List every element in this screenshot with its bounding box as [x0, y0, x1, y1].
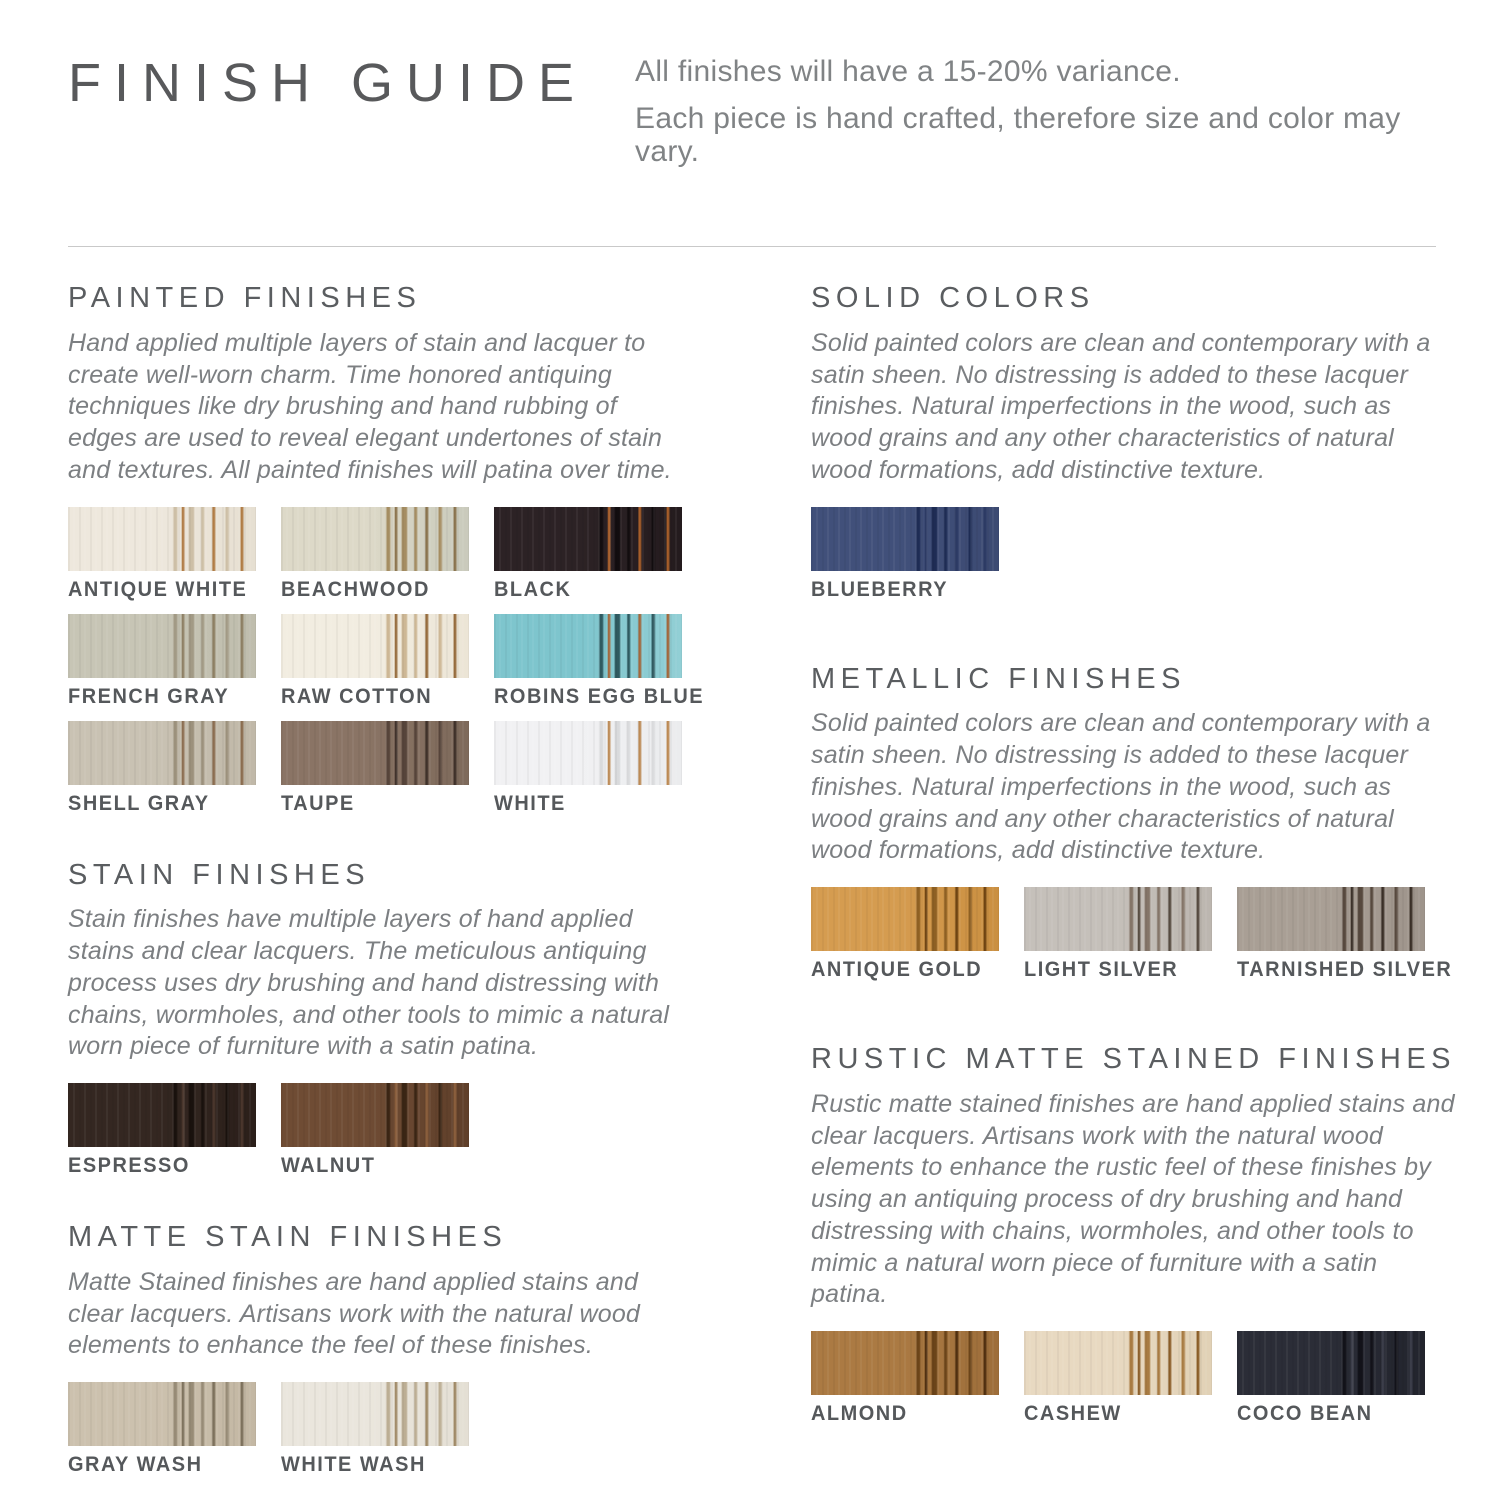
swatch-label: FRENCH GRAY	[68, 684, 230, 708]
swatch-label: BEACHWOOD	[281, 577, 430, 601]
swatch-white	[494, 721, 682, 785]
finish-white	[494, 721, 682, 814]
swatch-label: SHELL GRAY	[68, 791, 210, 815]
swatch-label: LIGHT SILVER	[1024, 958, 1179, 982]
finish-beachwood	[281, 507, 469, 600]
swatch-label: WHITE	[494, 791, 566, 815]
metallic-swatch-grid	[811, 887, 1456, 980]
finish-antique-white	[68, 507, 256, 600]
finish-almond	[811, 1331, 999, 1424]
section-painted-finishes	[68, 281, 705, 815]
swatch-label: TAUPE	[281, 791, 355, 815]
swatch-label: ESPRESSO	[68, 1154, 190, 1178]
finish-blueberry	[811, 507, 999, 600]
swatch-robins-egg-blue	[494, 614, 682, 678]
swatch-label: ALMOND	[811, 1402, 908, 1426]
finish-gray-wash	[68, 1382, 256, 1475]
section-description-metallic: Solid painted colors are clean and contemporary with a satin sheen. No distressing is added to these lacquer finishes. Natural imperfections in the wood, such as wood grains and any other characteristics of natural wood formations, add distinctive texture.	[811, 709, 1431, 865]
section-description-painted: Hand applied multiple layers of stain and lacquer to create well-worn charm. Time honored antiquing techniques like dry brushing and hand rubbing of edges are used to reveal elegant undertones of stain and textures. All painted finishes will patina over time.	[68, 328, 672, 484]
finish-black	[494, 507, 682, 600]
swatch-beachwood	[281, 507, 469, 571]
swatch-label: ANTIQUE GOLD	[811, 958, 983, 982]
section-description-rustic: Rustic matte stained finishes are hand applied stains and clear lacquers. Artisans work with the natural wood elements to enhance the rustic feel of these finishes by using an antiquing process of dry brushing and hand distressing with chains, wormholes, and other tools to mimic a natural worn piece of furniture with a satin patina.	[811, 1089, 1455, 1309]
swatch-french-gray	[68, 614, 256, 678]
swatch-tarnished-silver	[1237, 887, 1425, 951]
finish-antique-gold	[811, 887, 999, 980]
section-title-painted: PAINTED FINISHES	[68, 282, 422, 314]
header	[68, 52, 1436, 182]
finish-espresso	[68, 1083, 256, 1176]
finish-shell-gray	[68, 721, 256, 814]
section-metallic-finishes	[811, 662, 1456, 981]
swatch-gray-wash	[68, 1382, 256, 1446]
subtitle-line-1: All finishes will have a 15-20% variance.	[635, 55, 1181, 88]
finish-white-wash	[281, 1382, 469, 1475]
finish-tarnished-silver	[1237, 887, 1453, 982]
finish-raw-cotton	[281, 614, 469, 707]
section-title-solid: SOLID COLORS	[811, 282, 1095, 314]
content-columns	[68, 281, 1457, 1500]
swatch-label: WALNUT	[281, 1154, 376, 1178]
swatch-light-silver	[1024, 887, 1212, 951]
swatch-white-wash	[281, 1382, 469, 1446]
header-divider	[68, 246, 1436, 247]
finish-cashew	[1024, 1331, 1212, 1424]
finish-light-silver	[1024, 887, 1212, 980]
finish-french-gray	[68, 614, 256, 707]
left-column	[68, 281, 705, 1500]
swatch-label: WHITE WASH	[281, 1453, 426, 1477]
finish-coco-bean	[1237, 1331, 1425, 1424]
section-stain-finishes	[68, 858, 682, 1177]
finish-taupe	[281, 721, 469, 814]
stain-swatch-grid	[68, 1083, 682, 1176]
swatch-blueberry	[811, 507, 999, 571]
header-subtitle	[635, 52, 1436, 182]
section-description-solid: Solid painted colors are clean and contemporary with a satin sheen. No distressing is added to these lacquer finishes. Natural imperfections in the wood, such as wood grains and any other characteristics of natural wood formations, add distinctive texture.	[811, 328, 1431, 484]
swatch-label: BLACK	[494, 577, 572, 601]
right-column	[745, 281, 1456, 1500]
painted-swatch-grid	[68, 507, 705, 815]
section-title-matte-stain: MATTE STAIN FINISHES	[68, 1221, 508, 1254]
swatch-raw-cotton	[281, 614, 469, 678]
swatch-antique-gold	[811, 887, 999, 951]
section-description-stain: Stain finishes have multiple layers of hand applied stains and clear lacquers. The meticulous antiquing process uses dry brushing and hand distressing with chains, wormholes, and other tools to mimic a natural worn piece of furniture with a satin patina.	[68, 905, 670, 1061]
swatch-black	[494, 507, 682, 571]
swatch-shell-gray	[68, 721, 256, 785]
finish-walnut	[281, 1083, 469, 1176]
section-solid-colors	[811, 281, 1456, 600]
page-title: FINISH GUIDE	[68, 53, 588, 113]
rustic-swatch-grid	[811, 1331, 1456, 1424]
finish-robins-egg-blue	[494, 614, 705, 708]
swatch-cashew	[1024, 1331, 1212, 1395]
swatch-label: BLUEBERRY	[811, 577, 949, 601]
swatch-label: CASHEW	[1024, 1402, 1122, 1426]
section-description-matte-stain: Matte Stained finishes are hand applied stains and clear lacquers. Artisans work with the natural wood elements to enhance the feel of these finishes.	[68, 1267, 641, 1360]
swatch-antique-white	[68, 507, 256, 571]
swatch-label: TARNISHED SILVER	[1237, 958, 1453, 982]
swatch-label: ANTIQUE WHITE	[68, 577, 248, 601]
solid-swatch-grid	[811, 507, 1456, 600]
subtitle-line-2: Each piece is hand crafted, therefore size and color may vary.	[635, 102, 1401, 168]
swatch-label: ROBINS EGG BLUE	[494, 684, 705, 708]
swatch-taupe	[281, 721, 469, 785]
section-title-rustic: RUSTIC MATTE STAINED FINISHES	[811, 1043, 1457, 1076]
swatch-label: GRAY WASH	[68, 1453, 203, 1477]
swatch-label: RAW COTTON	[281, 684, 433, 708]
section-title-metallic: METALLIC FINISHES	[811, 662, 1186, 695]
swatch-espresso	[68, 1083, 256, 1147]
matte-stain-swatch-grid	[68, 1382, 682, 1475]
section-matte-stain-finishes	[68, 1220, 682, 1475]
section-title-stain: STAIN FINISHES	[68, 858, 371, 891]
swatch-almond	[811, 1331, 999, 1395]
section-rustic-matte-stained-finishes	[811, 1042, 1456, 1424]
swatch-coco-bean	[1237, 1331, 1425, 1395]
swatch-label: COCO BEAN	[1237, 1402, 1373, 1426]
swatch-walnut	[281, 1083, 469, 1147]
